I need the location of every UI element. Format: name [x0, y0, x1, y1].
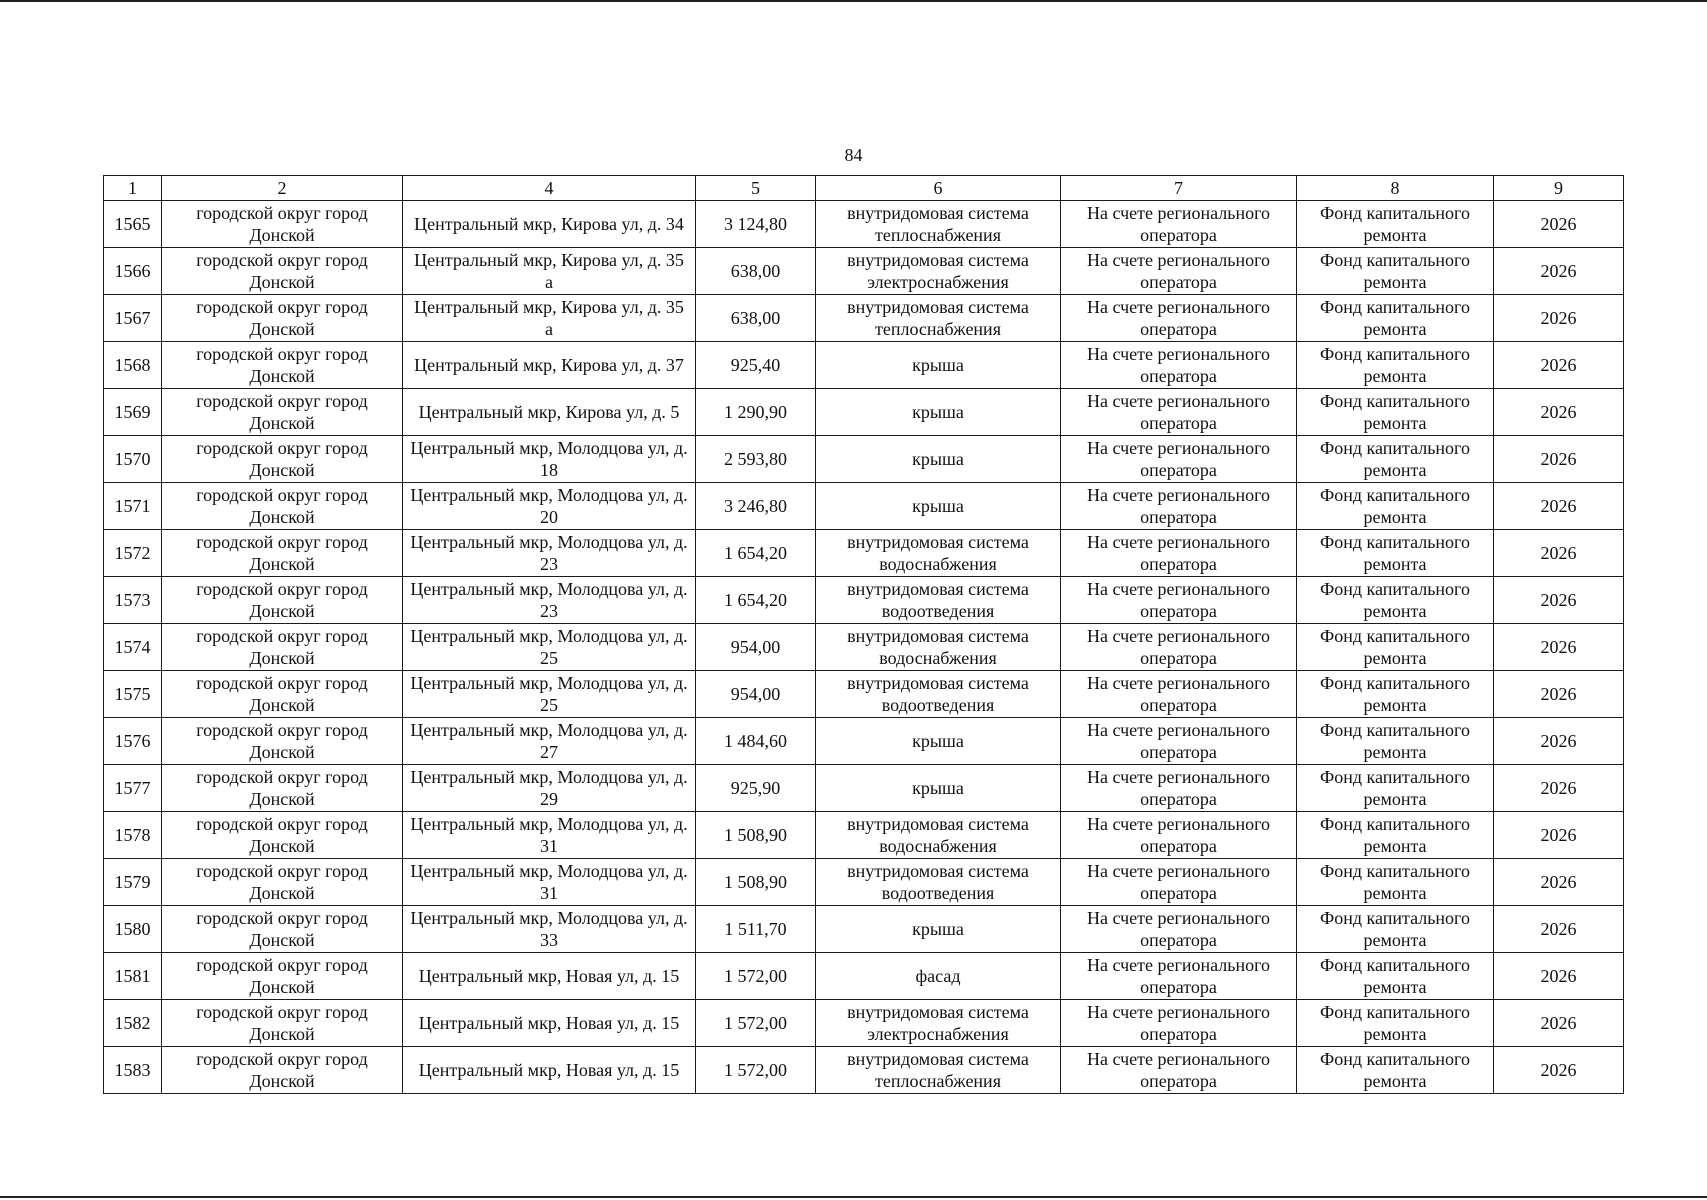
- fund-account-cell: На счете регионального оператора: [1061, 671, 1297, 718]
- row-number-cell: 1573: [104, 577, 162, 624]
- area-cell: 638,00: [696, 248, 816, 295]
- area-cell: 1 572,00: [696, 1000, 816, 1047]
- address-cell: Центральный мкр, Молодцова ул, д. 23: [403, 577, 696, 624]
- row-number-cell: 1583: [104, 1047, 162, 1094]
- work-type-cell: крыша: [816, 718, 1061, 765]
- row-number-cell: 1576: [104, 718, 162, 765]
- municipality-cell: городской округ город Донской: [162, 295, 403, 342]
- year-cell: 2026: [1494, 1000, 1624, 1047]
- municipality-cell: городской округ город Донской: [162, 483, 403, 530]
- header-cell: 2: [162, 176, 403, 201]
- work-type-cell: внутридомовая система водоотведения: [816, 577, 1061, 624]
- fund-account-cell: На счете регионального оператора: [1061, 953, 1297, 1000]
- row-number-cell: 1577: [104, 765, 162, 812]
- column-number-row: [104, 176, 1624, 201]
- funding-source-cell: Фонд капитального ремонта: [1297, 765, 1494, 812]
- address-cell: Центральный мкр, Молодцова ул, д. 25: [403, 624, 696, 671]
- address-cell: Центральный мкр, Кирова ул, д. 5: [403, 389, 696, 436]
- municipality-cell: городской округ город Донской: [162, 530, 403, 577]
- table-row: [104, 436, 1624, 483]
- municipality-cell: городской округ город Донской: [162, 671, 403, 718]
- work-type-cell: внутридомовая система электроснабжения: [816, 248, 1061, 295]
- table-row: [104, 953, 1624, 1000]
- fund-account-cell: На счете регионального оператора: [1061, 389, 1297, 436]
- table-row: [104, 624, 1624, 671]
- header-cell: 4: [403, 176, 696, 201]
- funding-source-cell: Фонд капитального ремонта: [1297, 859, 1494, 906]
- capital-repair-table: [103, 175, 1624, 1094]
- area-cell: 2 593,80: [696, 436, 816, 483]
- area-cell: 925,90: [696, 765, 816, 812]
- funding-source-cell: Фонд капитального ремонта: [1297, 248, 1494, 295]
- funding-source-cell: Фонд капитального ремонта: [1297, 812, 1494, 859]
- address-cell: Центральный мкр, Молодцова ул, д. 31: [403, 812, 696, 859]
- municipality-cell: городской округ город Донской: [162, 765, 403, 812]
- address-cell: Центральный мкр, Молодцова ул, д. 20: [403, 483, 696, 530]
- table-row: [104, 530, 1624, 577]
- funding-source-cell: Фонд капитального ремонта: [1297, 1000, 1494, 1047]
- area-cell: 1 290,90: [696, 389, 816, 436]
- fund-account-cell: На счете регионального оператора: [1061, 718, 1297, 765]
- funding-source-cell: Фонд капитального ремонта: [1297, 624, 1494, 671]
- address-cell: Центральный мкр, Кирова ул, д. 34: [403, 201, 696, 248]
- address-cell: Центральный мкр, Кирова ул, д. 37: [403, 342, 696, 389]
- funding-source-cell: Фонд капитального ремонта: [1297, 718, 1494, 765]
- row-number-cell: 1571: [104, 483, 162, 530]
- fund-account-cell: На счете регионального оператора: [1061, 295, 1297, 342]
- municipality-cell: городской округ город Донской: [162, 201, 403, 248]
- row-number-cell: 1575: [104, 671, 162, 718]
- municipality-cell: городской округ город Донской: [162, 906, 403, 953]
- year-cell: 2026: [1494, 389, 1624, 436]
- fund-account-cell: На счете регионального оператора: [1061, 859, 1297, 906]
- year-cell: 2026: [1494, 624, 1624, 671]
- fund-account-cell: На счете регионального оператора: [1061, 1047, 1297, 1094]
- work-type-cell: внутридомовая система водоотведения: [816, 859, 1061, 906]
- year-cell: 2026: [1494, 953, 1624, 1000]
- row-number-cell: 1566: [104, 248, 162, 295]
- table-row: [104, 1000, 1624, 1047]
- header-cell: 6: [816, 176, 1061, 201]
- year-cell: 2026: [1494, 671, 1624, 718]
- work-type-cell: крыша: [816, 436, 1061, 483]
- work-type-cell: внутридомовая система водоснабжения: [816, 624, 1061, 671]
- area-cell: 3 124,80: [696, 201, 816, 248]
- table-row: [104, 577, 1624, 624]
- work-type-cell: крыша: [816, 389, 1061, 436]
- table-row: [104, 859, 1624, 906]
- work-type-cell: внутридомовая система водоснабжения: [816, 530, 1061, 577]
- funding-source-cell: Фонд капитального ремонта: [1297, 671, 1494, 718]
- year-cell: 2026: [1494, 436, 1624, 483]
- municipality-cell: городской округ город Донской: [162, 1047, 403, 1094]
- area-cell: 1 508,90: [696, 812, 816, 859]
- work-type-cell: крыша: [816, 342, 1061, 389]
- table-row: [104, 812, 1624, 859]
- fund-account-cell: На счете регионального оператора: [1061, 577, 1297, 624]
- address-cell: Центральный мкр, Молодцова ул, д. 27: [403, 718, 696, 765]
- year-cell: 2026: [1494, 812, 1624, 859]
- area-cell: 954,00: [696, 624, 816, 671]
- work-type-cell: внутридомовая система теплоснабжения: [816, 201, 1061, 248]
- address-cell: Центральный мкр, Молодцова ул, д. 29: [403, 765, 696, 812]
- header-cell: 5: [696, 176, 816, 201]
- header-cell: 1: [104, 176, 162, 201]
- year-cell: 2026: [1494, 577, 1624, 624]
- year-cell: 2026: [1494, 483, 1624, 530]
- fund-account-cell: На счете регионального оператора: [1061, 765, 1297, 812]
- area-cell: 1 572,00: [696, 1047, 816, 1094]
- row-number-cell: 1568: [104, 342, 162, 389]
- row-number-cell: 1581: [104, 953, 162, 1000]
- area-cell: 1 508,90: [696, 859, 816, 906]
- area-cell: 925,40: [696, 342, 816, 389]
- funding-source-cell: Фонд капитального ремонта: [1297, 906, 1494, 953]
- year-cell: 2026: [1494, 718, 1624, 765]
- municipality-cell: городской округ город Донской: [162, 624, 403, 671]
- work-type-cell: внутридомовая система электроснабжения: [816, 1000, 1061, 1047]
- funding-source-cell: Фонд капитального ремонта: [1297, 295, 1494, 342]
- row-number-cell: 1572: [104, 530, 162, 577]
- work-type-cell: фасад: [816, 953, 1061, 1000]
- page-number: 84: [844, 145, 863, 165]
- table-row: [104, 342, 1624, 389]
- municipality-cell: городской округ город Донской: [162, 953, 403, 1000]
- funding-source-cell: Фонд капитального ремонта: [1297, 389, 1494, 436]
- address-cell: Центральный мкр, Молодцова ул, д. 23: [403, 530, 696, 577]
- municipality-cell: городской округ город Донской: [162, 436, 403, 483]
- work-type-cell: крыша: [816, 765, 1061, 812]
- table-row: [104, 483, 1624, 530]
- funding-source-cell: Фонд капитального ремонта: [1297, 530, 1494, 577]
- fund-account-cell: На счете регионального оператора: [1061, 342, 1297, 389]
- funding-source-cell: Фонд капитального ремонта: [1297, 1047, 1494, 1094]
- row-number-cell: 1578: [104, 812, 162, 859]
- year-cell: 2026: [1494, 295, 1624, 342]
- table-row: [104, 295, 1624, 342]
- table-row: [104, 718, 1624, 765]
- year-cell: 2026: [1494, 906, 1624, 953]
- area-cell: 1 484,60: [696, 718, 816, 765]
- funding-source-cell: Фонд капитального ремонта: [1297, 436, 1494, 483]
- address-cell: Центральный мкр, Новая ул, д. 15: [403, 1000, 696, 1047]
- year-cell: 2026: [1494, 248, 1624, 295]
- year-cell: 2026: [1494, 859, 1624, 906]
- table-body: [104, 201, 1624, 1094]
- area-cell: 1 654,20: [696, 577, 816, 624]
- row-number-cell: 1569: [104, 389, 162, 436]
- table-row: [104, 1047, 1624, 1094]
- address-cell: Центральный мкр, Молодцова ул, д. 31: [403, 859, 696, 906]
- year-cell: 2026: [1494, 765, 1624, 812]
- address-cell: Центральный мкр, Новая ул, д. 15: [403, 953, 696, 1000]
- table-row: [104, 389, 1624, 436]
- fund-account-cell: На счете регионального оператора: [1061, 530, 1297, 577]
- row-number-cell: 1580: [104, 906, 162, 953]
- work-type-cell: крыша: [816, 483, 1061, 530]
- funding-source-cell: Фонд капитального ремонта: [1297, 483, 1494, 530]
- header-cell: 7: [1061, 176, 1297, 201]
- year-cell: 2026: [1494, 201, 1624, 248]
- work-type-cell: внутридомовая система теплоснабжения: [816, 295, 1061, 342]
- address-cell: Центральный мкр, Молодцова ул, д. 25: [403, 671, 696, 718]
- fund-account-cell: На счете регионального оператора: [1061, 201, 1297, 248]
- area-cell: 1 511,70: [696, 906, 816, 953]
- municipality-cell: городской округ город Донской: [162, 248, 403, 295]
- municipality-cell: городской округ город Донской: [162, 577, 403, 624]
- header-cell: 8: [1297, 176, 1494, 201]
- table-row: [104, 201, 1624, 248]
- scan-bottom-border: [0, 1196, 1707, 1198]
- funding-source-cell: Фонд капитального ремонта: [1297, 342, 1494, 389]
- area-cell: 638,00: [696, 295, 816, 342]
- fund-account-cell: На счете регионального оператора: [1061, 812, 1297, 859]
- table-row: [104, 765, 1624, 812]
- funding-source-cell: Фонд капитального ремонта: [1297, 577, 1494, 624]
- work-type-cell: внутридомовая система теплоснабжения: [816, 1047, 1061, 1094]
- area-cell: 1 572,00: [696, 953, 816, 1000]
- work-type-cell: внутридомовая система водоотведения: [816, 671, 1061, 718]
- address-cell: Центральный мкр, Кирова ул, д. 35 а: [403, 248, 696, 295]
- year-cell: 2026: [1494, 1047, 1624, 1094]
- work-type-cell: внутридомовая система водоснабжения: [816, 812, 1061, 859]
- row-number-cell: 1570: [104, 436, 162, 483]
- row-number-cell: 1565: [104, 201, 162, 248]
- table-row: [104, 248, 1624, 295]
- row-number-cell: 1582: [104, 1000, 162, 1047]
- table-row: [104, 671, 1624, 718]
- row-number-cell: 1567: [104, 295, 162, 342]
- address-cell: Центральный мкр, Кирова ул, д. 35 а: [403, 295, 696, 342]
- area-cell: 1 654,20: [696, 530, 816, 577]
- year-cell: 2026: [1494, 342, 1624, 389]
- row-number-cell: 1574: [104, 624, 162, 671]
- year-cell: 2026: [1494, 530, 1624, 577]
- funding-source-cell: Фонд капитального ремонта: [1297, 201, 1494, 248]
- municipality-cell: городской округ город Донской: [162, 812, 403, 859]
- funding-source-cell: Фонд капитального ремонта: [1297, 953, 1494, 1000]
- municipality-cell: городской округ город Донской: [162, 342, 403, 389]
- row-number-cell: 1579: [104, 859, 162, 906]
- fund-account-cell: На счете регионального оператора: [1061, 906, 1297, 953]
- area-cell: 954,00: [696, 671, 816, 718]
- address-cell: Центральный мкр, Молодцова ул, д. 18: [403, 436, 696, 483]
- address-cell: Центральный мкр, Новая ул, д. 15: [403, 1047, 696, 1094]
- fund-account-cell: На счете регионального оператора: [1061, 483, 1297, 530]
- municipality-cell: городской округ город Донской: [162, 718, 403, 765]
- work-type-cell: крыша: [816, 906, 1061, 953]
- fund-account-cell: На счете регионального оператора: [1061, 436, 1297, 483]
- header-cell: 9: [1494, 176, 1624, 201]
- municipality-cell: городской округ город Донской: [162, 389, 403, 436]
- address-cell: Центральный мкр, Молодцова ул, д. 33: [403, 906, 696, 953]
- scan-top-border: [0, 0, 1707, 2]
- area-cell: 3 246,80: [696, 483, 816, 530]
- fund-account-cell: На счете регионального оператора: [1061, 624, 1297, 671]
- fund-account-cell: На счете регионального оператора: [1061, 248, 1297, 295]
- municipality-cell: городской округ город Донской: [162, 1000, 403, 1047]
- table-row: [104, 906, 1624, 953]
- fund-account-cell: На счете регионального оператора: [1061, 1000, 1297, 1047]
- municipality-cell: городской округ город Донской: [162, 859, 403, 906]
